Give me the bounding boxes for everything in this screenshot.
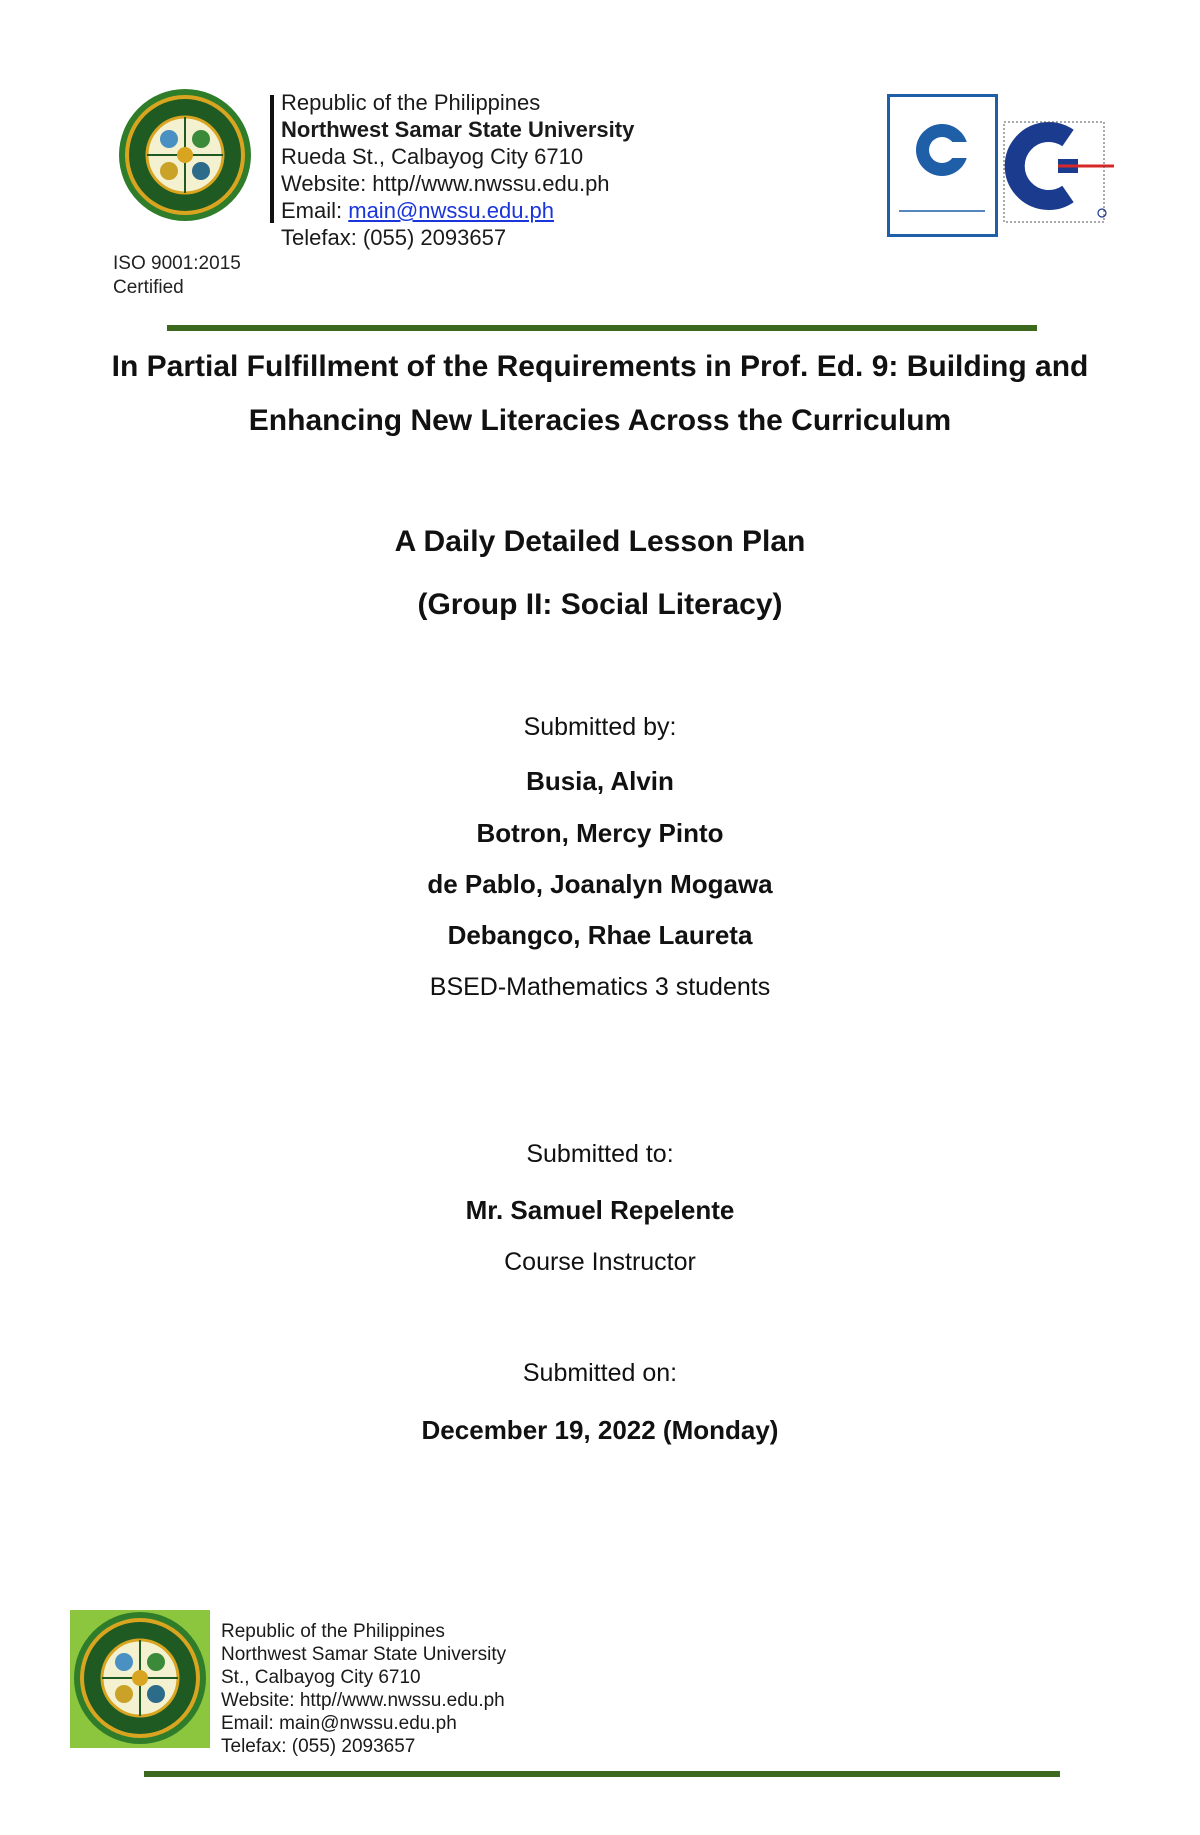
- student-name: de Pablo, Joanalyn Mogawa: [427, 869, 773, 899]
- fulfillment-line-2: Enhancing New Literacies Across the Curriculum: [248, 404, 952, 437]
- footer-telefax: Telefax: (055) 2093657: [221, 1736, 416, 1757]
- student-program: BSED-Mathematics 3 students: [429, 973, 771, 1001]
- footer-university: Northwest Samar State University: [221, 1644, 507, 1665]
- fulfillment-line-1: In Partial Fulfillment of the Requirements in Prof. Ed. 9: Building and: [111, 350, 1089, 383]
- footer-republic: Republic of the Philippines: [221, 1621, 445, 1642]
- fulfillment-statement: [0, 340, 1200, 448]
- group-title: (Group II: Social Literacy): [417, 588, 783, 621]
- header-telefax: Telefax: (055) 2093657: [281, 225, 507, 250]
- header-email-link[interactable]: main@nwssu.edu.ph: [348, 198, 555, 223]
- header-website: Website: http//www.nwssu.edu.ph: [281, 171, 610, 196]
- iso-certification-note: [113, 252, 241, 300]
- instructor-role: Course Instructor: [504, 1248, 696, 1276]
- student-name: Busia, Alvin: [526, 766, 674, 796]
- footer-email: Email: main@nwssu.edu.ph: [221, 1713, 457, 1734]
- header-republic: Republic of the Philippines: [281, 90, 541, 115]
- address-divider: [270, 95, 274, 223]
- header-rule: [167, 325, 1037, 331]
- footer-rule: [144, 1771, 1060, 1777]
- nwssu-seal-icon: [72, 1610, 208, 1746]
- socotec-iso-9001-icon: [887, 94, 998, 237]
- footer-address-block: [221, 1620, 506, 1758]
- jas-anz-icon: [998, 94, 1116, 237]
- student-name: Botron, Mercy Pinto: [476, 818, 724, 848]
- submitted-by-label: Submitted by:: [523, 713, 677, 741]
- footer-website: Website: http//www.nwssu.edu.ph: [221, 1690, 505, 1711]
- header-email-label: Email:: [281, 198, 349, 223]
- submitted-to-label: Submitted to:: [526, 1140, 674, 1168]
- iso-line-1: ISO 9001:2015: [113, 253, 241, 274]
- header-street: Rueda St., Calbayog City 6710: [281, 144, 584, 169]
- iso-line-2: Certified: [113, 277, 184, 298]
- instructor-name: Mr. Samuel Repelente: [465, 1195, 735, 1225]
- student-name: Debangco, Rhae Laureta: [447, 920, 753, 950]
- header-address-block: [281, 89, 634, 251]
- footer-street: St., Calbayog City 6710: [221, 1667, 421, 1688]
- nwssu-seal-icon: [117, 87, 253, 223]
- submitted-on-label: Submitted on:: [522, 1359, 678, 1387]
- document-type-title: A Daily Detailed Lesson Plan: [394, 525, 806, 558]
- header-email-line: [281, 197, 634, 224]
- submission-date: December 19, 2022 (Monday): [421, 1415, 779, 1445]
- header-university: Northwest Samar State University: [281, 117, 635, 142]
